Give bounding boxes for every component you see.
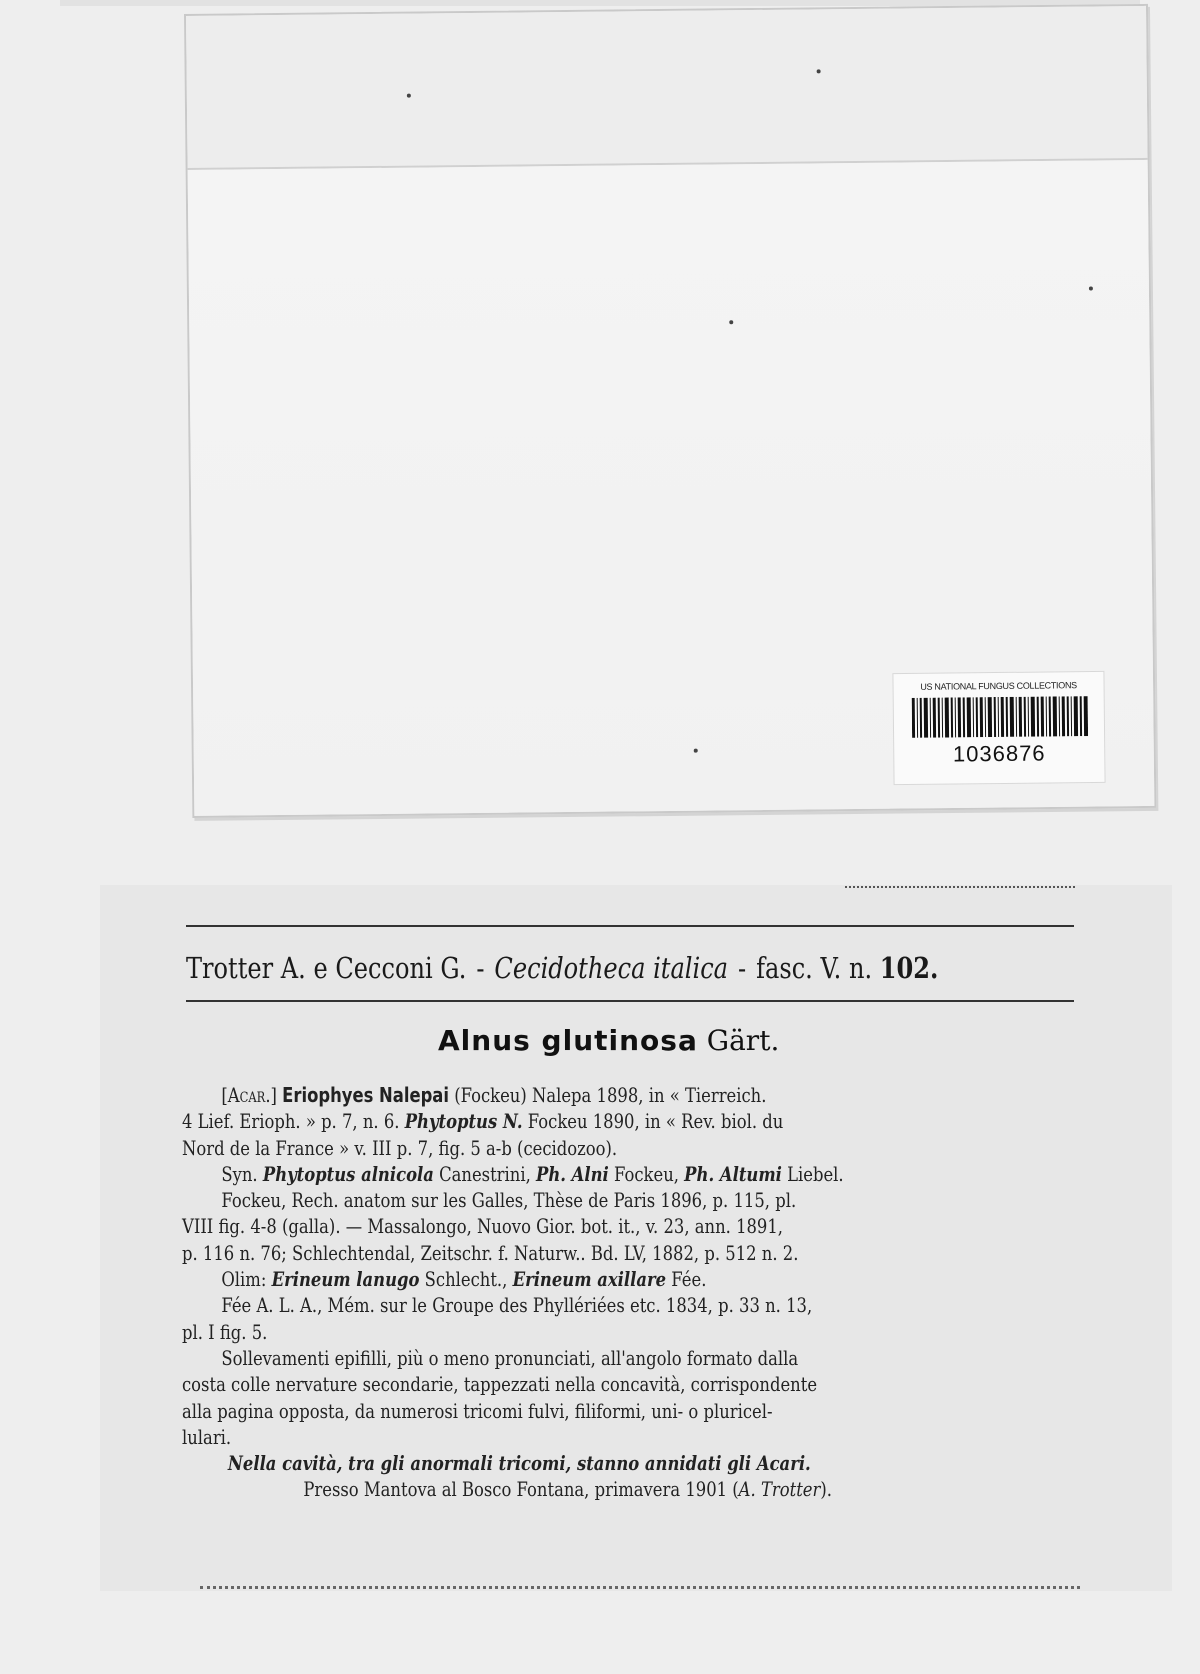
label-header (186, 940, 939, 996)
note-text: Nella cavità, tra gli anormali tricomi, stanno annidati gli Acari. (227, 1451, 811, 1476)
label-body-text (182, 1082, 1200, 1503)
exsiccata-number: 102. (879, 951, 939, 985)
species-name: Alnus glutinosa (438, 1024, 698, 1057)
text-line (182, 1398, 1018, 1424)
text-fragment: 4 Lief. Erioph. » p. 7, n. 6. (182, 1109, 400, 1134)
barcode-number: 1036876 (952, 740, 1046, 767)
speck (817, 69, 821, 73)
text-line (182, 1082, 1018, 1108)
text-fragment: Olim: (221, 1267, 267, 1292)
header-rule-bottom (186, 1000, 1074, 1002)
text-line (182, 1345, 1018, 1371)
text-fragment: Fée A. L. A., Mém. sur le Groupe des Phyllériées etc. 1834, p. 33 n. 13, (221, 1293, 813, 1318)
packet-flap (186, 6, 1148, 170)
locality-text: Presso Mantova al Bosco Fontana, primavera 1901 ( (303, 1477, 739, 1502)
separator: - (476, 951, 485, 985)
barcode-label (892, 671, 1105, 785)
synonym-name: Erineum lanugo (271, 1267, 420, 1292)
text-line (182, 1213, 1018, 1239)
speck (729, 320, 733, 324)
text-fragment: p. 116 n. 76; Schlechtendal, Zeitschr. f. Naturw.. Bd. LV, 1882, p. 512 n. 2. (182, 1240, 799, 1265)
text-fragment: Fockeu, (614, 1161, 679, 1186)
description-text: Sollevamenti epifilli, più o meno pronunciati, all'angolo formato dalla (221, 1345, 799, 1370)
description-text: costa colle nervature secondarie, tappezzati nella concavità, corrispondente (182, 1372, 818, 1397)
separator: - (737, 951, 747, 985)
text-line (182, 1476, 1018, 1502)
collector-name: A. Trotter (738, 1477, 821, 1502)
text-fragment: VIII fig. 4-8 (galla). — Massalongo, Nuovo Gior. bot. it., v. 23, ann. 1891, (182, 1214, 784, 1239)
label-top-dotted-edge (845, 886, 1075, 888)
text-fragment: Fée. (671, 1267, 707, 1292)
host-species (438, 1024, 779, 1057)
description-text: lulari. (182, 1424, 232, 1449)
exsiccata-series: Cecidotheca italica (494, 951, 729, 985)
text-fragment: Schlecht., (424, 1267, 508, 1292)
text-line (182, 1240, 1018, 1266)
speck (1089, 286, 1093, 290)
text-line (182, 1319, 1018, 1345)
text-line (182, 1424, 1018, 1450)
text-fragment: pl. I fig. 5. (182, 1319, 268, 1344)
header-rule-top (186, 925, 1074, 927)
text-fragment: Canestrini, (439, 1161, 531, 1186)
exsiccata-authors: Trotter A. e Cecconi G. (186, 951, 467, 985)
species-author: Gärt. (706, 1024, 780, 1057)
speck (694, 749, 698, 753)
synonym-name: Ph. Alni (536, 1161, 609, 1186)
text-line (182, 1135, 1018, 1161)
description-text: alla pagina opposta, da numerosi tricomi fulvi, filiformi, uni- o pluricel- (182, 1398, 773, 1423)
barcode-collection-name: US NATIONAL FUNGUS COLLECTIONS (920, 680, 1077, 692)
text-fragment: Nord de la France » v. III p. 7, fig. 5 a-b (cecidozoo). (182, 1135, 618, 1160)
label-bottom-dotted-edge (200, 1586, 1080, 1589)
text-fragment: Liebel. (787, 1161, 844, 1186)
speck (407, 94, 411, 98)
text-fragment: Fockeu, Rech. anatom sur les Galles, Thèse de Paris 1896, p. 115, pl. (221, 1188, 797, 1213)
text-line (182, 1450, 1018, 1476)
fascicle-label: fasc. V. n. (756, 951, 873, 985)
synonym-name: Phytoptus N. (404, 1109, 523, 1134)
text-line (182, 1108, 1018, 1134)
barcode-icon (912, 696, 1088, 738)
text-fragment: ). (820, 1477, 832, 1502)
text-fragment: Fockeu 1890, in « Rev. biol. du (527, 1109, 784, 1134)
text-line (182, 1292, 1018, 1318)
organism-name: Eriophyes Nalepai (282, 1083, 449, 1107)
text-line (182, 1371, 1018, 1397)
taxon-group: [Acar.] (221, 1083, 277, 1107)
text-line (182, 1266, 1018, 1292)
synonym-name: Erineum axillare (512, 1267, 667, 1292)
text-line (182, 1161, 1018, 1187)
text-line (182, 1187, 1018, 1213)
synonym-name: Phytoptus alnicola (262, 1161, 434, 1186)
text-fragment: (Fockeu) Nalepa 1898, in « Tierreich. (454, 1083, 767, 1107)
synonym-name: Ph. Altumi (684, 1161, 782, 1186)
text-fragment: Syn. (221, 1161, 258, 1186)
